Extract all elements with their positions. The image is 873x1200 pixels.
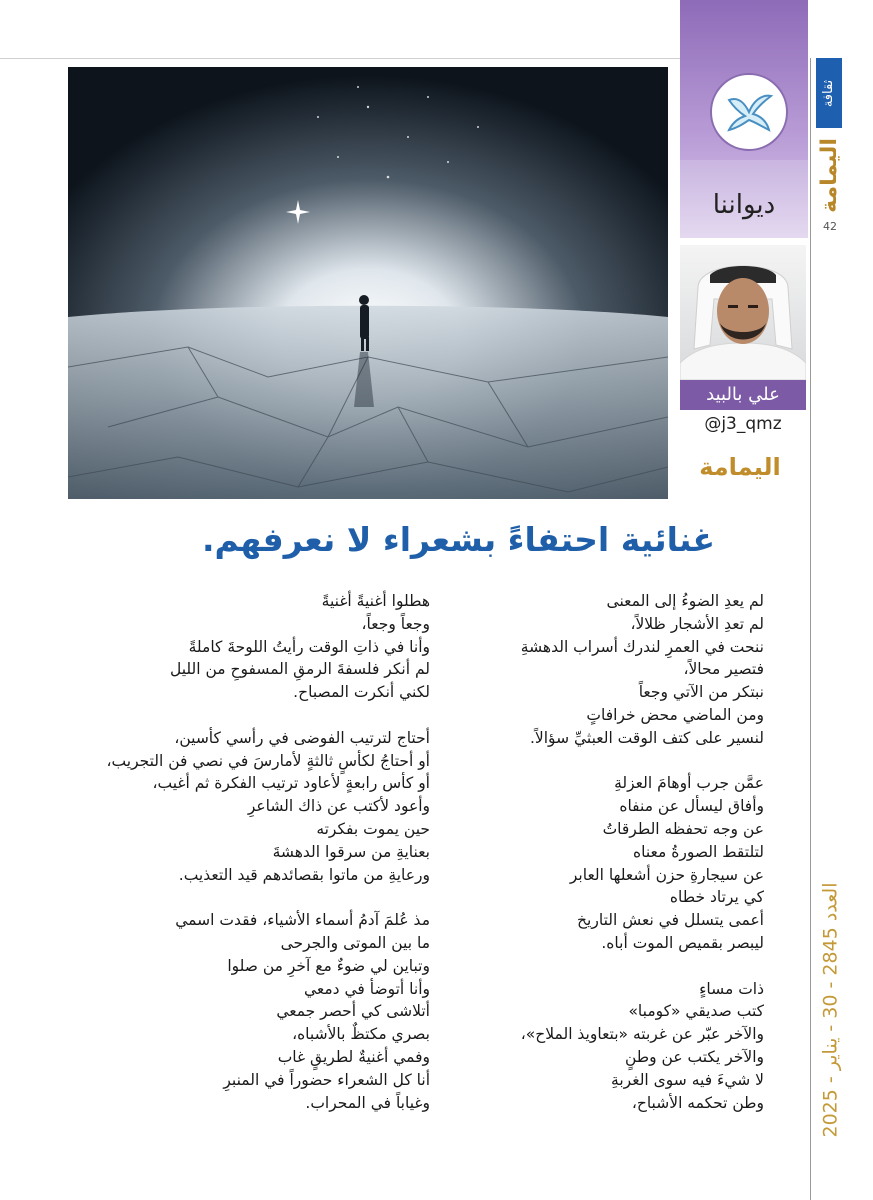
poem-line: ننحت في العمرِ لندرك أسراب الدهشةِ — [520, 637, 764, 656]
author-handle[interactable]: @j3_qmz — [704, 414, 782, 434]
poem-line: وطن تحكمه الأشباح، — [631, 1093, 764, 1112]
poem-line: عن وجه تحفظه الطرقاتُ — [602, 819, 764, 838]
author-photo — [680, 245, 806, 380]
poem-line: والآخر يكتب عن وطنٍ — [625, 1047, 764, 1066]
poem-line: ومن الماضي محض خرافاتٍ — [586, 705, 764, 724]
poem-line: وفمي أغنيةٌ لطريقٍ غاب — [277, 1047, 430, 1066]
poem-line: عن سيجارةِ حزن أشعلها العابر — [569, 865, 764, 884]
poem-line: أعمى يتسلل في نعش التاريخ — [577, 911, 764, 930]
poem-line: ما بين الموتى والجرحى — [280, 933, 430, 952]
poem-stanza — [440, 772, 764, 954]
poem-line: هطلوا أغنيةً أغنيةً — [321, 592, 430, 610]
poem-column-right — [440, 590, 764, 1137]
magazine-logo — [690, 450, 790, 484]
article-title: غنائية احتفاءً بشعراء لا نعرفهم. — [201, 520, 715, 559]
poem-stanza — [84, 590, 430, 704]
poem-line: وأنا أتوضأ في دمعي — [303, 979, 430, 998]
poem-stanza — [84, 727, 430, 887]
poem-line: لكني أنكرت المصباح. — [293, 683, 430, 702]
poem-line: لتلتقط الصورةُ معناه — [632, 842, 764, 861]
poem-line: لا شيءَ فيه سوى الغربةِ — [611, 1070, 764, 1089]
side-rule — [810, 58, 811, 1200]
hero-image — [68, 67, 668, 499]
poem-stanza — [440, 978, 764, 1115]
section-title: ديواننا — [712, 190, 776, 220]
poem-stanza — [440, 590, 764, 750]
poem-line: ذات مساءٍ — [699, 979, 764, 998]
poem-line: أنا كل الشعراء حضوراً في المنبرِ — [223, 1070, 430, 1089]
poem-line: بعنايةِ من سرقوا الدهشةَ — [272, 842, 430, 861]
poem-line: بصري مكتظٌ بالأشباه، — [292, 1025, 430, 1044]
poem-line: ليبصر بقميص الموت أباه. — [601, 933, 764, 952]
section-tab[interactable] — [816, 58, 842, 128]
issue-info — [812, 860, 848, 1160]
issue-info-text: العدد 2845 - 30 - يناير - 2025 — [819, 882, 842, 1138]
section-tab-label: ثقافة — [821, 79, 837, 107]
magazine-logo-side — [813, 132, 845, 218]
poem-line: وأعود لأكتب عن ذاك الشاعرِ — [247, 797, 430, 816]
poem-line: فتصير محالاً، — [683, 660, 764, 679]
poem-line: حين يموت بفكرته — [316, 819, 430, 838]
poem-line: لم يعدِ الضوءُ إلى المعنى — [606, 592, 764, 610]
poem-line: وأفاق ليسأل عن منفاه — [619, 797, 764, 816]
poem-line: لنسير على كتف الوقت العبثيِّ سؤالاً. — [529, 728, 764, 747]
poem-line: لم أنكر فلسفةَ الرمقِ المسفوحِ من الليل — [169, 660, 430, 679]
header-rule — [0, 58, 680, 59]
poem-line: ورعايةِ من ماتوا بقصائدهم قيد التعذيب. — [178, 865, 430, 884]
poem-line: نبتكر من الآتي وجعاً — [638, 683, 764, 702]
poem-line: وغياباً في المحراب. — [305, 1093, 430, 1112]
poem-line: والآخر عبّر عن غربته «بتعاويذ الملاح»، — [520, 1025, 764, 1044]
poem-line: أتلاشى كي أحصر جمعي — [276, 1002, 430, 1021]
poem-line: أو أحتاجُ لكأسٍ ثالثةٍ لأمارسَ في نصي فن التجريب، — [106, 751, 430, 770]
poem-column-left — [84, 590, 430, 1137]
poem-line: أو كأس رابعةٍ لأعاود ترتيب الفكرة ثم أغيب، — [152, 774, 430, 793]
poem-line: كي يرتاد خطاه — [669, 888, 764, 907]
poem-line: وأنا في ذاتِ الوقت رأيتُ اللوحةَ كاملةً — [188, 637, 430, 656]
poem-line: أحتاج لترتيب الفوضى في رأسي كأسين، — [174, 728, 430, 747]
author-name: علي بالبيد — [680, 380, 806, 410]
magazine-logo-text: اليمامة — [699, 453, 781, 481]
magazine-logo-side-text: اليمامة — [816, 137, 842, 213]
poem-stanza — [84, 909, 430, 1114]
bird-icon — [710, 73, 788, 151]
poem-line: كتب صديقي «كومبا» — [628, 1002, 764, 1021]
poem-line: لم تعدِ الأشجار ظلالاً، — [630, 614, 764, 633]
poem-line: وتباين لي ضوءٌ مع آخرِ من صلوا — [227, 956, 430, 975]
poem-line: عمَّن جرب أوهامَ العزلةِ — [614, 774, 764, 793]
page-number: 42 — [823, 220, 837, 233]
poem-line: مذ عُلمَ آدمُ أسماء الأشياء، فقدت اسمي — [175, 911, 430, 930]
poem-line: وجعاً وجعاً، — [361, 614, 430, 633]
